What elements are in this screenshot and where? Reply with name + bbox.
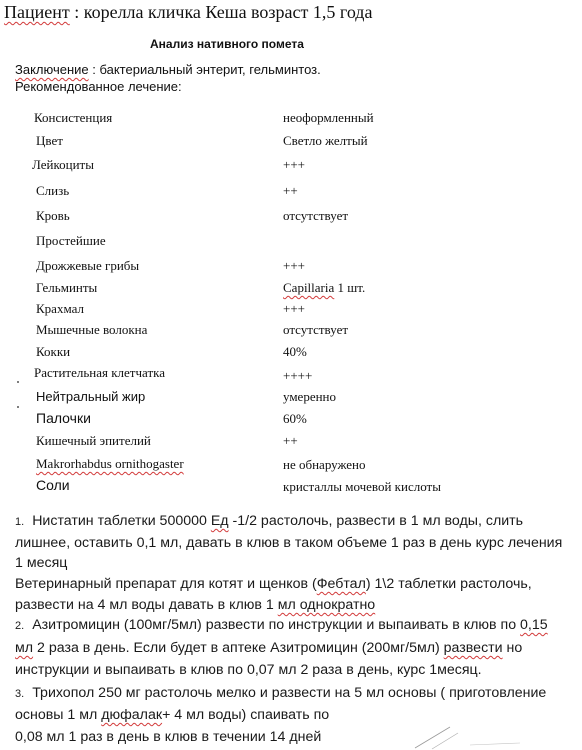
treatment-1-text-a: Нистатин таблетки 500000 (32, 513, 211, 529)
treatment-1-vet-dose: ) 1\2 таблетки растолочь, (365, 576, 532, 592)
row-value-leukocytes: +++ (283, 157, 305, 172)
row-label-epithelium: Кишечный эпителий (36, 433, 151, 448)
treatment-3-line-2 (15, 707, 329, 723)
treatment-2-text-a: Азитромицин (100мг/5мл) развести по инструкции и выпаивать в клюв по (32, 617, 521, 633)
makrorhabdus-name: Makrorhabdus ornithogaster (36, 456, 184, 471)
treatment-3-duphalac: дюфалак (101, 707, 163, 723)
treatment-2-text-b: 2 раза в день. Если будет в аптеке Азитромицин (200мг/5мл) (33, 640, 444, 656)
treatment-1-unit: Ед (210, 513, 229, 529)
conclusion-text: : бактериальный энтерит, гельминтоз. (88, 62, 321, 77)
helminth-species: Capillaria (283, 280, 335, 295)
treatment-2-text-d: но (502, 640, 523, 656)
treatment-3-base-text: основы 1 мл (15, 707, 102, 723)
treatment-2-unit: мл (15, 640, 34, 656)
row-label-mucus: Слизь (36, 183, 70, 198)
conclusion-line (15, 62, 321, 77)
treatment-1-line-3: 1 месяц (15, 555, 68, 571)
treatment-heading: Рекомендованное лечение: (15, 79, 182, 94)
patient-details: : корелла кличка Кеша возраст 1,5 года (69, 2, 373, 22)
stray-dot (17, 381, 19, 383)
treatment-2-dose: 0,15 (520, 617, 548, 633)
treatment-1-line-2: лишнее, оставить 0,1 мл, давать в клюв в таком объеме 1 раз в день курс лечения (15, 535, 563, 551)
stray-dot (17, 406, 19, 408)
row-value-color: Светло желтый (283, 133, 368, 148)
row-label-muscle-fibers: Мышечные волокна (36, 322, 148, 337)
treatment-3-line-1 (15, 685, 546, 701)
treatment-2-line-1 (15, 617, 548, 633)
row-value-salts: кристаллы мочевой кислоты (283, 479, 441, 494)
treatment-2-line-2 (15, 640, 522, 656)
treatment-1-number: 1. (15, 516, 25, 528)
row-label-salts: Соли (36, 477, 70, 493)
row-label-leukocytes: Лейкоциты (32, 157, 94, 172)
row-value-muscle-fibers: отсутствует (283, 322, 349, 337)
row-value-consistency: неоформленный (283, 110, 374, 125)
row-label-color: Цвет (36, 133, 63, 148)
row-value-cocci: 40% (283, 344, 307, 359)
treatment-1-text-c: -1/2 растолочь, развести в 1 мл воды, слить (228, 513, 524, 529)
row-label-consistency: Консистенция (34, 110, 113, 125)
row-label-plant-fiber: Растительная клетчатка (34, 365, 166, 380)
treatment-1-line-4 (15, 576, 532, 592)
treatment-1-dilute-text: развести на 4 мл воды давать в клюв 1 (15, 597, 278, 613)
row-value-neutral-fat: умеренно (283, 389, 337, 404)
row-value-helminths (283, 280, 365, 296)
treatment-1-line-5 (15, 597, 375, 613)
row-value-starch: +++ (283, 301, 305, 316)
helminth-count: 1 шт. (334, 280, 366, 295)
row-label-starch: Крахмал (36, 301, 84, 316)
row-label-yeast: Дрожжевые грибы (36, 258, 140, 273)
row-value-blood: отсутствует (283, 208, 349, 223)
row-value-yeast: +++ (283, 258, 305, 273)
row-value-mucus: ++ (283, 183, 298, 198)
row-label-blood: Кровь (36, 208, 70, 223)
treatment-1-line-1 (15, 513, 523, 529)
row-label-makrorhabdus (36, 456, 184, 472)
patient-label: Пациент (4, 2, 70, 22)
row-value-makrorhabdus: не обнаружено (283, 457, 366, 472)
row-label-cocci: Кокки (36, 344, 71, 359)
treatment-2-line-3: инструкции и выпаивать в клюв по 0,07 мл 2 раза в день, курс 1месяц. (15, 662, 482, 678)
treatment-1-vet-text: Ветеринарный препарат для котят и щенков ( (15, 576, 317, 592)
pencil-scribble-mark (410, 715, 570, 750)
row-value-epithelium: ++ (283, 433, 298, 448)
treatment-1-drug-name: Фебтал (316, 576, 366, 592)
row-label-rods: Палочки (36, 410, 91, 426)
patient-line (4, 2, 372, 23)
row-label-helminths: Гельминты (36, 280, 98, 295)
row-value-rods: 60% (283, 411, 307, 426)
treatment-3-line-3: 0,08 мл 1 раз в день в клюв в течении 14 дней (15, 729, 322, 745)
treatment-2-dilute: развести (443, 640, 503, 656)
treatment-3-water-text: + 4 мл воды) спаивать по (162, 707, 330, 723)
treatment-3-text-a: Трихопол 250 мг растолочь мелко и развести на 5 мл основы ( приготовление (32, 685, 547, 701)
row-label-neutral-fat: Нейтральный жир (36, 389, 146, 404)
treatment-3-number: 3. (15, 688, 25, 700)
conclusion-label: Заключение (15, 62, 89, 77)
row-label-protozoa: Простейшие (36, 233, 106, 248)
document-title: Анализ нативного помета (150, 37, 304, 51)
treatment-2-number: 2. (15, 620, 25, 632)
treatment-1-once: мл однократно (277, 597, 376, 613)
row-value-plant-fiber: ++++ (283, 368, 313, 383)
